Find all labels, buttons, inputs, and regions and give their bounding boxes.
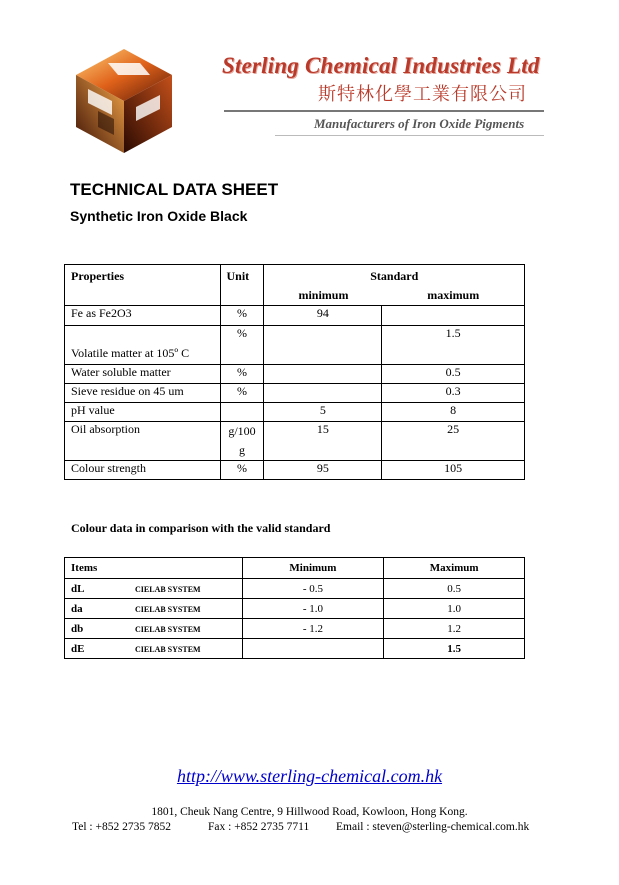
- colour-min: - 0.5: [242, 579, 384, 599]
- colour-max: 0.5: [384, 579, 525, 599]
- property-min: [264, 364, 382, 383]
- maximum-header: maximum: [427, 288, 480, 302]
- minimum-header: minimum: [298, 288, 349, 302]
- company-logo: [68, 45, 180, 157]
- property-unit: g/100 g: [220, 421, 264, 460]
- property-unit: %: [220, 364, 264, 383]
- property-max: [382, 305, 525, 325]
- colour-min: - 1.2: [242, 619, 384, 639]
- property-min: [264, 325, 382, 364]
- website-link[interactable]: http://www.sterling-chemical.com.hk: [176, 766, 443, 786]
- colour-data-table: [64, 557, 525, 659]
- company-tagline: Manufacturers of Iron Oxide Pigments: [314, 116, 525, 131]
- property-name: Volatile matter at 105º C: [65, 325, 221, 364]
- property-name: Fe as Fe2O3: [65, 305, 221, 325]
- table-row: [65, 639, 525, 659]
- property-min: 5: [264, 402, 382, 421]
- property-min: [264, 383, 382, 402]
- colour-code: da: [71, 602, 83, 615]
- table-row: [65, 305, 525, 325]
- property-unit: [220, 402, 264, 421]
- property-unit: %: [220, 305, 264, 325]
- document-title: TECHNICAL DATA SHEET: [70, 180, 279, 199]
- standard-label: Standard: [370, 269, 419, 283]
- colour-max: 1.0: [384, 599, 525, 619]
- colour-system: CIELAB SYSTEM: [135, 604, 201, 614]
- colour-code: dE: [71, 642, 85, 655]
- table-row: [65, 599, 525, 619]
- tagline-underline: [275, 135, 544, 136]
- logo-cube-icon: [68, 45, 180, 157]
- minimum-header: Minimum: [242, 558, 384, 579]
- property-max: 1.5: [382, 325, 525, 364]
- property-name: Sieve residue on 45 um: [65, 383, 221, 402]
- colour-code: dL: [71, 582, 85, 595]
- table-row: [65, 579, 525, 599]
- table-row: [65, 325, 525, 364]
- properties-header-row: [65, 265, 525, 305]
- property-name: Water soluble matter: [65, 364, 221, 383]
- unit-header: Unit: [220, 265, 264, 306]
- table-row: [65, 402, 525, 421]
- property-max: 25: [382, 421, 525, 460]
- table-row: [65, 383, 525, 402]
- header-divider: [224, 110, 544, 112]
- fax: Fax : +852 2735 7711: [208, 821, 310, 833]
- property-max: 0.3: [382, 383, 525, 402]
- property-name: pH value: [65, 402, 221, 421]
- company-name-chinese: 斯特林化學工業有限公司: [318, 84, 527, 105]
- colour-min: - 1.0: [242, 599, 384, 619]
- contact-line: [72, 821, 529, 833]
- email: Email : steven@sterling-chemical.com.hk: [336, 821, 530, 833]
- table-row: [65, 460, 525, 479]
- maximum-header: Maximum: [384, 558, 525, 579]
- standard-header: [264, 265, 525, 305]
- property-unit: %: [220, 325, 264, 364]
- property-name: Colour strength: [65, 460, 221, 479]
- document-subtitle: Synthetic Iron Oxide Black: [70, 208, 248, 224]
- company-address: 1801, Cheuk Nang Centre, 9 Hillwood Road, Kowloon, Hong Kong.: [151, 806, 468, 818]
- property-min: 95: [264, 460, 382, 479]
- colour-system: CIELAB SYSTEM: [135, 624, 201, 634]
- items-header: Items: [65, 558, 243, 579]
- property-unit: %: [220, 460, 264, 479]
- colour-max: 1.2: [384, 619, 525, 639]
- property-max: 8: [382, 402, 525, 421]
- table-row: [65, 364, 525, 383]
- properties-header: Properties: [65, 265, 221, 306]
- colour-header-row: [65, 558, 525, 579]
- telephone: Tel : +852 2735 7852: [72, 821, 171, 833]
- property-name: Oil absorption: [65, 421, 221, 460]
- colour-data-heading: Colour data in comparison with the valid standard: [71, 521, 331, 535]
- properties-table: [64, 264, 525, 480]
- property-min: 94: [264, 305, 382, 325]
- property-max: 105: [382, 460, 525, 479]
- colour-code: db: [71, 622, 84, 635]
- property-min: 15: [264, 421, 382, 460]
- colour-system: CIELAB SYSTEM: [135, 644, 201, 654]
- colour-min: [242, 639, 384, 659]
- colour-max: 1.5: [384, 639, 525, 659]
- property-max: 0.5: [382, 364, 525, 383]
- colour-system: CIELAB SYSTEM: [135, 584, 201, 594]
- table-row: [65, 619, 525, 639]
- table-row: [65, 421, 525, 460]
- property-unit: %: [220, 383, 264, 402]
- company-name: Sterling Chemical Industries Ltd: [222, 53, 540, 78]
